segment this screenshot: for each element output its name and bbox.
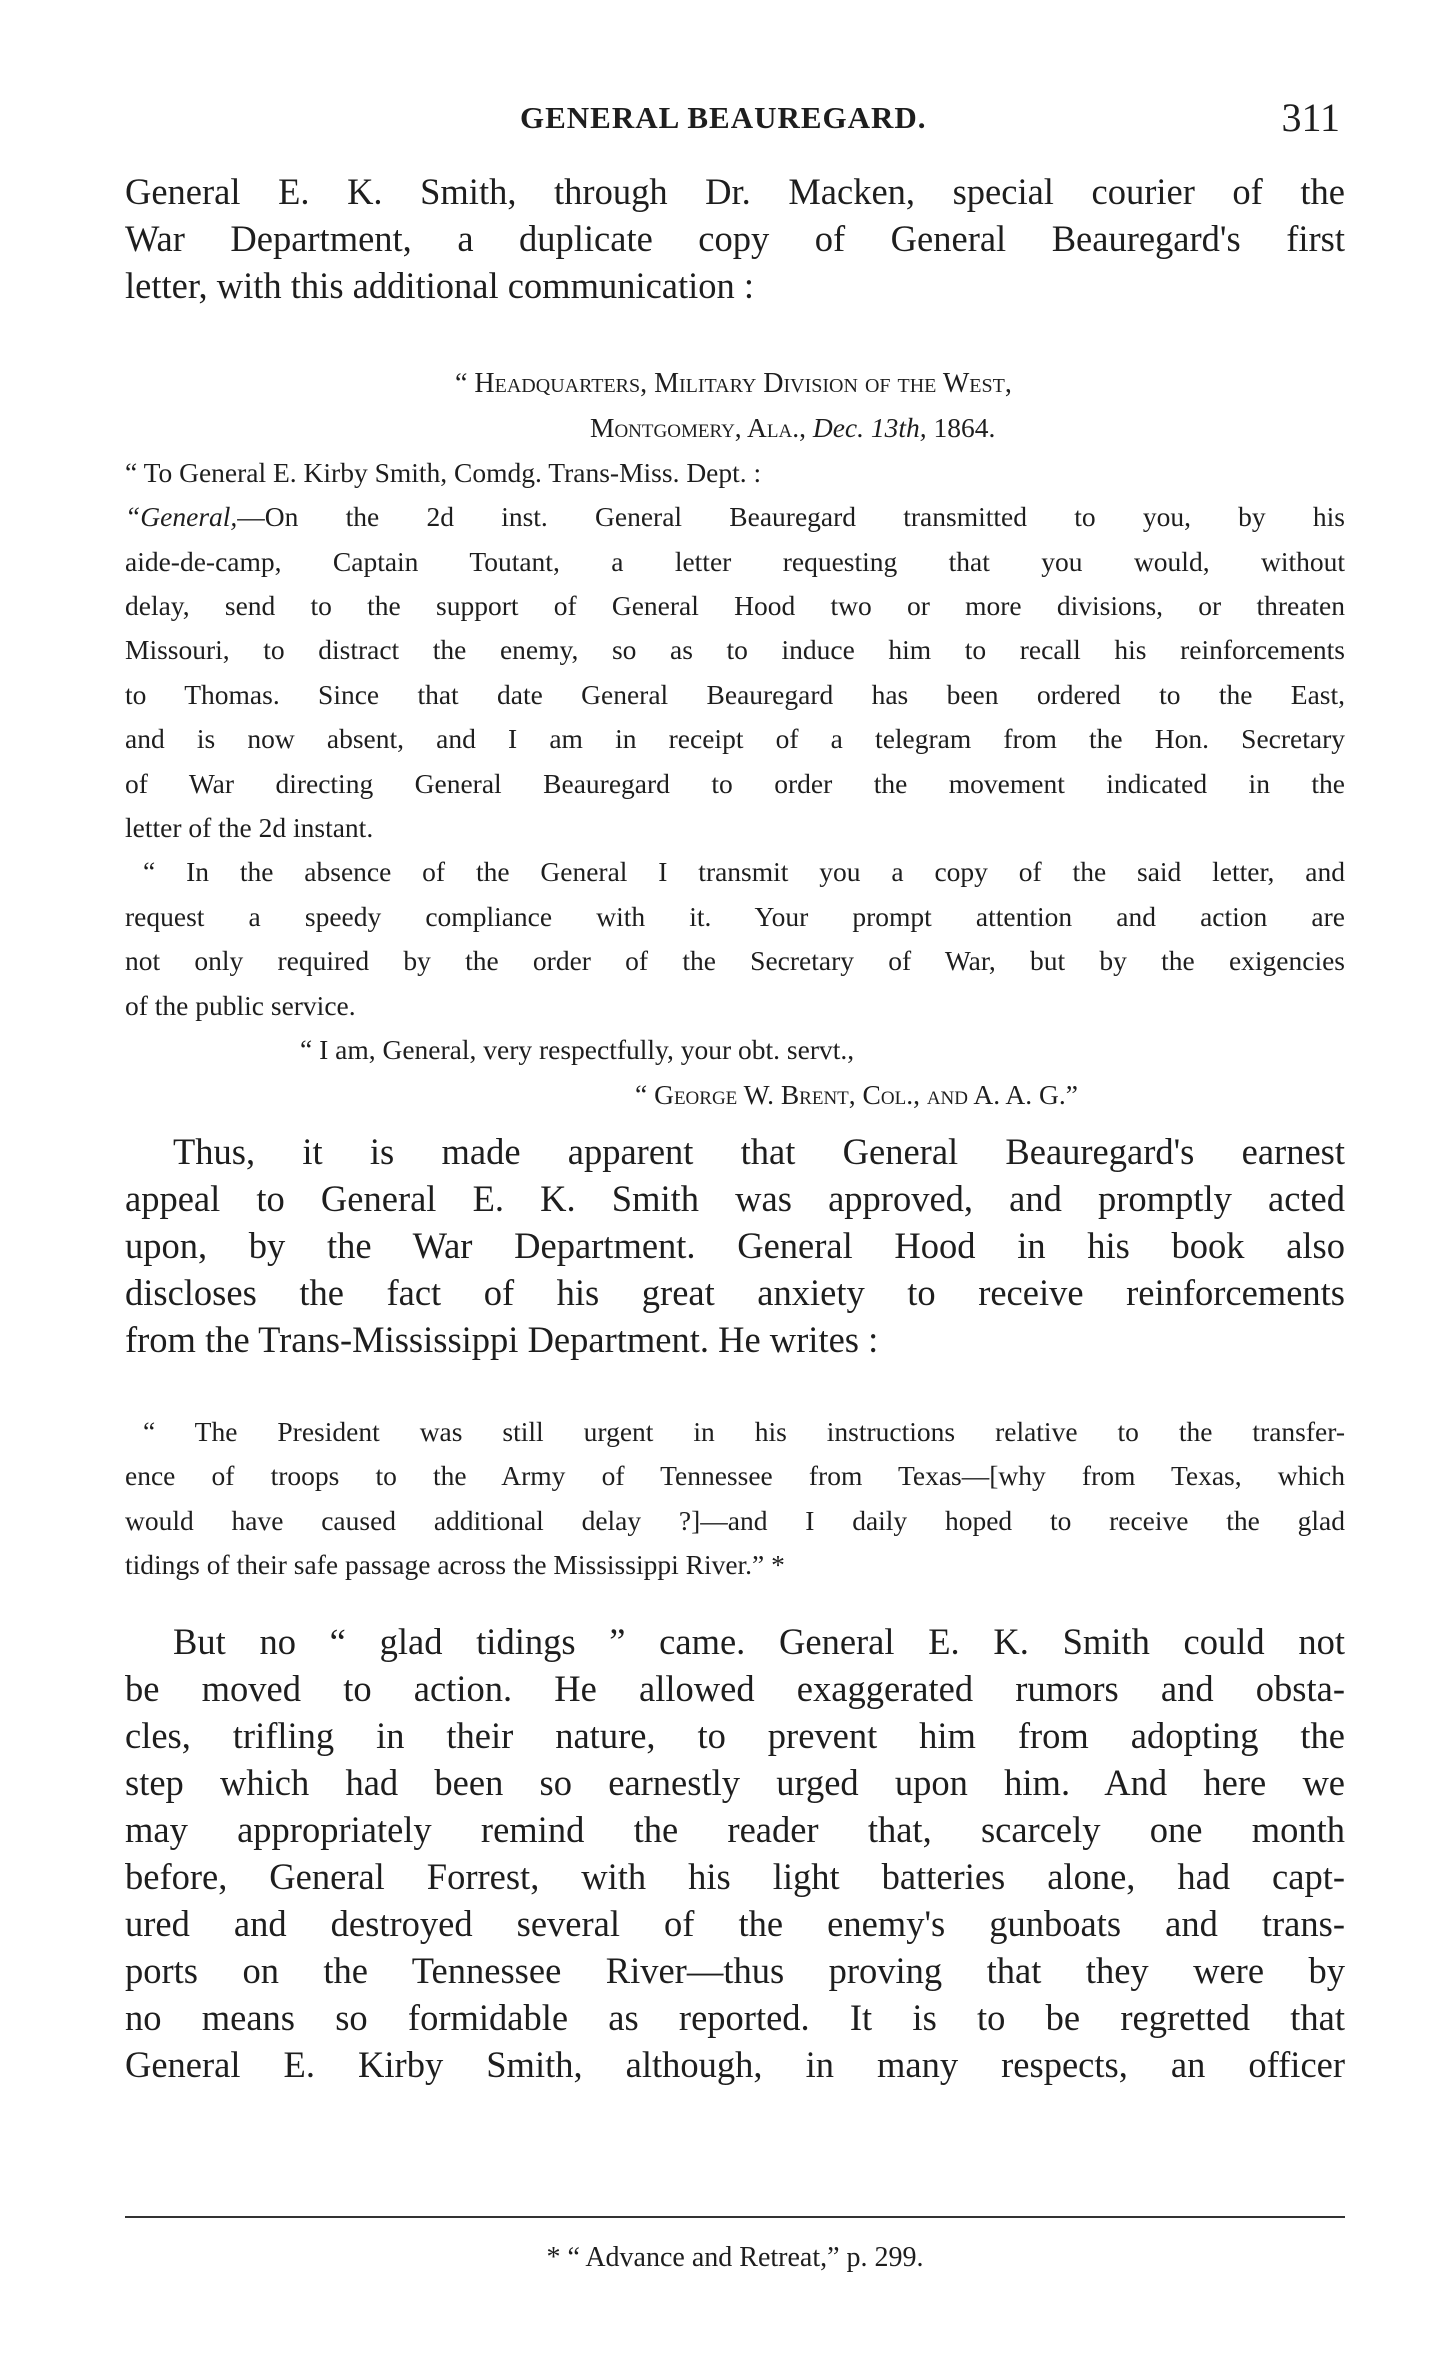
letter-block <box>125 362 1345 1117</box>
text-line: be moved to action. He allowed exaggerated rumors and obsta- <box>125 1668 1345 1709</box>
letter-closing: “ I am, General, very respectfully, your obt. servt., <box>300 1034 855 1066</box>
text-line: appeal to General E. K. Smith was approved, and promptly acted <box>125 1178 1345 1219</box>
text-line: Thus, it is made apparent that General Beauregard's earnest <box>173 1131 1345 1172</box>
letter-date: Dec. 13th, <box>812 412 927 444</box>
quote-line: would have caused additional delay ?]—and I daily hoped to receive the glad <box>125 1504 1345 1536</box>
text-line: letter, with this additional communication : <box>125 265 755 306</box>
text-line: discloses the fact of his great anxiety to receive reinforcements <box>125 1272 1345 1313</box>
footnote-rule <box>125 2216 1345 2218</box>
letter-heading-line <box>125 406 1345 450</box>
text-line: before, General Forrest, with his light batteries alone, had capt- <box>125 1856 1345 1897</box>
text-line: But no “ glad tidings ” came. General E. K. Smith could not <box>173 1621 1345 1662</box>
text-line: General E. Kirby Smith, although, in many respects, an officer <box>125 2044 1345 2085</box>
letter-line: request a speedy compliance with it. Your prompt attention and action are <box>125 900 1345 932</box>
letter-salutation: “General, <box>125 501 238 533</box>
hood-quote <box>125 1410 1345 1588</box>
page-number: 311 <box>1281 95 1340 140</box>
letter-line: of the public service. <box>125 989 356 1021</box>
text-line: step which had been so earnestly urged upon him. And here we <box>125 1762 1345 1803</box>
letter-addressee: “ To General E. Kirby Smith, Comdg. Trans-Miss. Dept. : <box>125 456 762 488</box>
intro-paragraph <box>125 168 1345 309</box>
letter-signature <box>125 1073 1345 1117</box>
letter-heading-line: “ Headquarters, Military Division of the West, <box>455 368 1012 399</box>
letter-line: “ In the absence of the General I transmit you a copy of the said letter, and <box>143 856 1345 888</box>
quote-line: tidings of their safe passage across the Mississippi River.” * <box>125 1549 785 1581</box>
letter-line: to Thomas. Since that date General Beauregard has been ordered to the East, <box>125 678 1345 710</box>
text-line: cles, trifling in their nature, to prevent him from adopting the <box>125 1715 1345 1756</box>
text-line: from the Trans-Mississippi Department. He writes : <box>125 1319 879 1360</box>
footnote: * “ Advance and Retreat,” p. 299. <box>546 2242 924 2273</box>
letter-place: Montgomery, Ala., <box>590 412 806 444</box>
middle-paragraph <box>125 1128 1345 1363</box>
letter-line: not only required by the order of the Secretary of War, but by the exigencies <box>125 945 1345 977</box>
letter-line: Missouri, to distract the enemy, so as to induce him to recall his reinforcements <box>125 634 1345 666</box>
letter-line: of War directing General Beauregard to order the movement indicated in the <box>125 767 1345 799</box>
letter-signature-text: “ George W. Brent, Col., and A. A. G.” <box>635 1078 1078 1110</box>
text-line: upon, by the War Department. General Hood in his book also <box>125 1225 1345 1266</box>
running-title: GENERAL BEAUREGARD. <box>520 100 927 135</box>
text-line: ports on the Tennessee River—thus proving that they were by <box>125 1950 1345 1991</box>
letter-line <box>125 495 1345 539</box>
letter-line-text: —On the 2d inst. General Beauregard transmitted to you, by his <box>237 501 1345 533</box>
letter-line: aide-de-camp, Captain Toutant, a letter requesting that you would, without <box>125 545 1345 577</box>
text-line: no means so formidable as reported. It is to be regretted that <box>125 1997 1345 2038</box>
final-paragraph <box>125 1618 1345 2088</box>
letter-line: and is now absent, and I am in receipt of a telegram from the Hon. Secretary <box>125 723 1345 755</box>
quote-line: ence of troops to the Army of Tennessee from Texas—[why from Texas, which <box>125 1460 1345 1492</box>
text-line: may appropriately remind the reader that, scarcely one month <box>125 1809 1345 1850</box>
letter-line: delay, send to the support of General Hood two or more divisions, or threaten <box>125 590 1345 622</box>
text-line: ured and destroyed several of the enemy's gunboats and trans- <box>125 1903 1345 1944</box>
letter-year: 1864. <box>933 412 996 444</box>
text-line: War Department, a duplicate copy of General Beauregard's first <box>125 218 1345 259</box>
letter-line: letter of the 2d instant. <box>125 812 374 844</box>
quote-line: “ The President was still urgent in his instructions relative to the transfer- <box>143 1416 1345 1447</box>
text-line: General E. K. Smith, through Dr. Macken, special courier of the <box>125 171 1345 212</box>
running-head <box>125 95 1345 150</box>
